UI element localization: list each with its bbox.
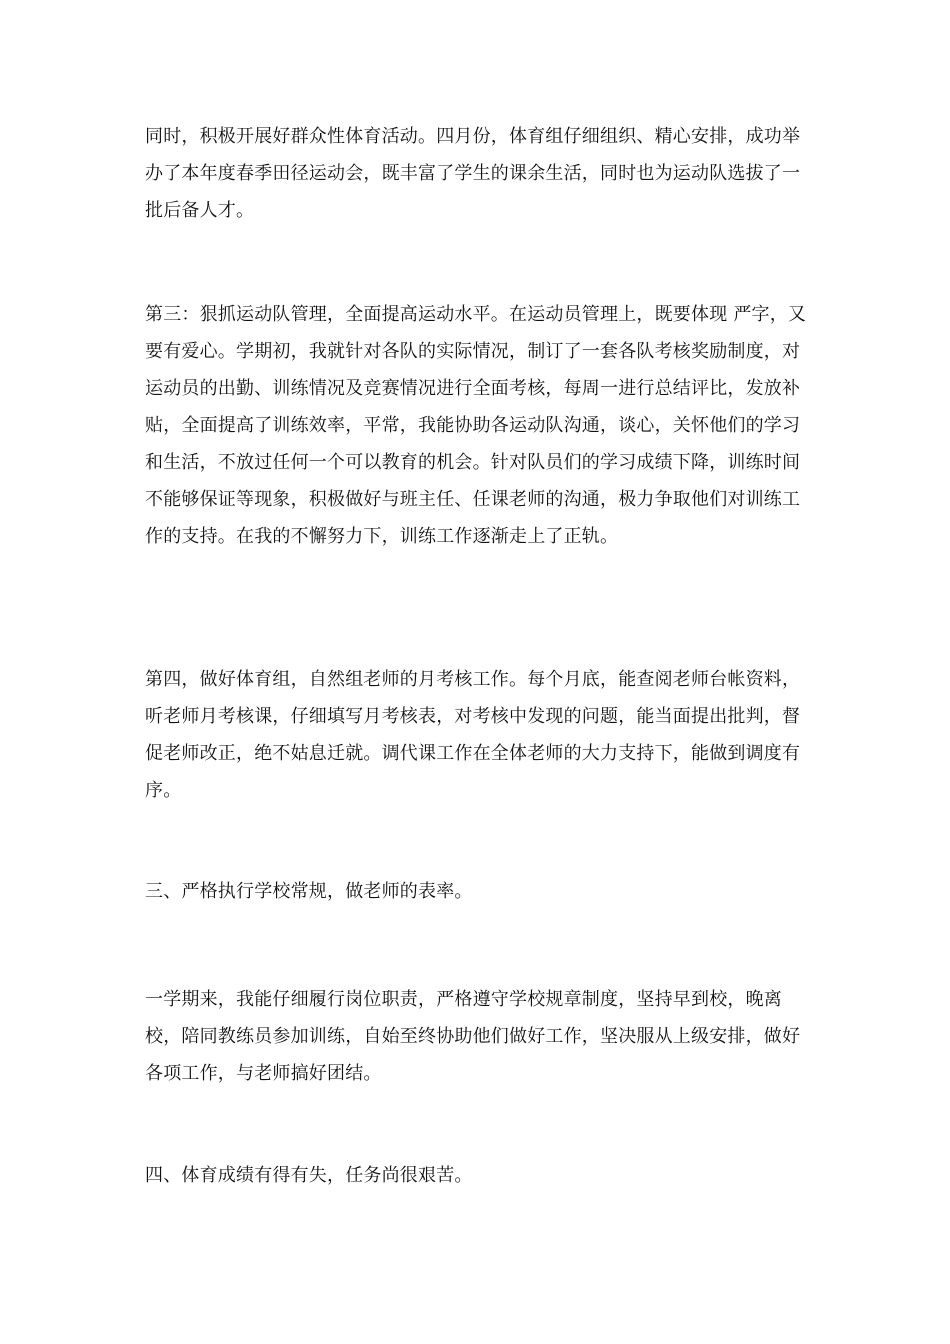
paragraph-team-management: 第三：狠抓运动队管理，全面提高运动水平。在运动员管理上，既要体现 严字，又要有爱心。学期初，我就针对各队的实际情况，制订了一套各队考核奖励制度，对运动员的出勤、训练情况及竞赛情况进行全面考核，每周一进行总结评比，发放补贴，全面提高了训练效率，平常，我能协助各运动队沟通，谈心，关怀他们的学习和生活，不放过任何一个可以教育的机会。针对队员们的学习成绩下降，训练时间不能够保证等现象，积极做好与班主任、任课老师的沟通，极力争取他们对训练工作的支持。在我的不懈努力下，训练工作逐渐走上了正轨。 xyxy=(145,304,807,547)
section-heading-four: 四、体育成绩有得有失，任务尚很艰苦。 xyxy=(145,1165,473,1186)
section-heading-three: 三、严格执行学校常规，做老师的表率。 xyxy=(145,881,473,902)
paragraph-duties: 一学期来，我能仔细履行岗位职责，严格遵守学校规章制度，坚持早到校，晚离校，陪同教练员参加训练，自始至终协助他们做好工作，坚决服从上级安排，做好各项工作，与老师搞好团结。 xyxy=(145,989,801,1084)
paragraph-monthly-assessment: 第四，做好体育组，自然组老师的月考核工作。每个月底，能查阅老师台帐资料，听老师月考核课，仔细填写月考核表，对考核中发现的问题，能当面提出批判，督促老师改正，绝不姑息迁就。调代课工作在全体老师的大力支持下，能做到调度有序。 xyxy=(145,669,801,801)
paragraph-sports-activities: 同时，积极开展好群众性体育活动。四月份，体育组仔细组织、精心安排，成功举办了本年度春季田径运动会，既丰富了学生的课余生活，同时也为运动队选拔了一批后备人才。 xyxy=(145,126,801,221)
